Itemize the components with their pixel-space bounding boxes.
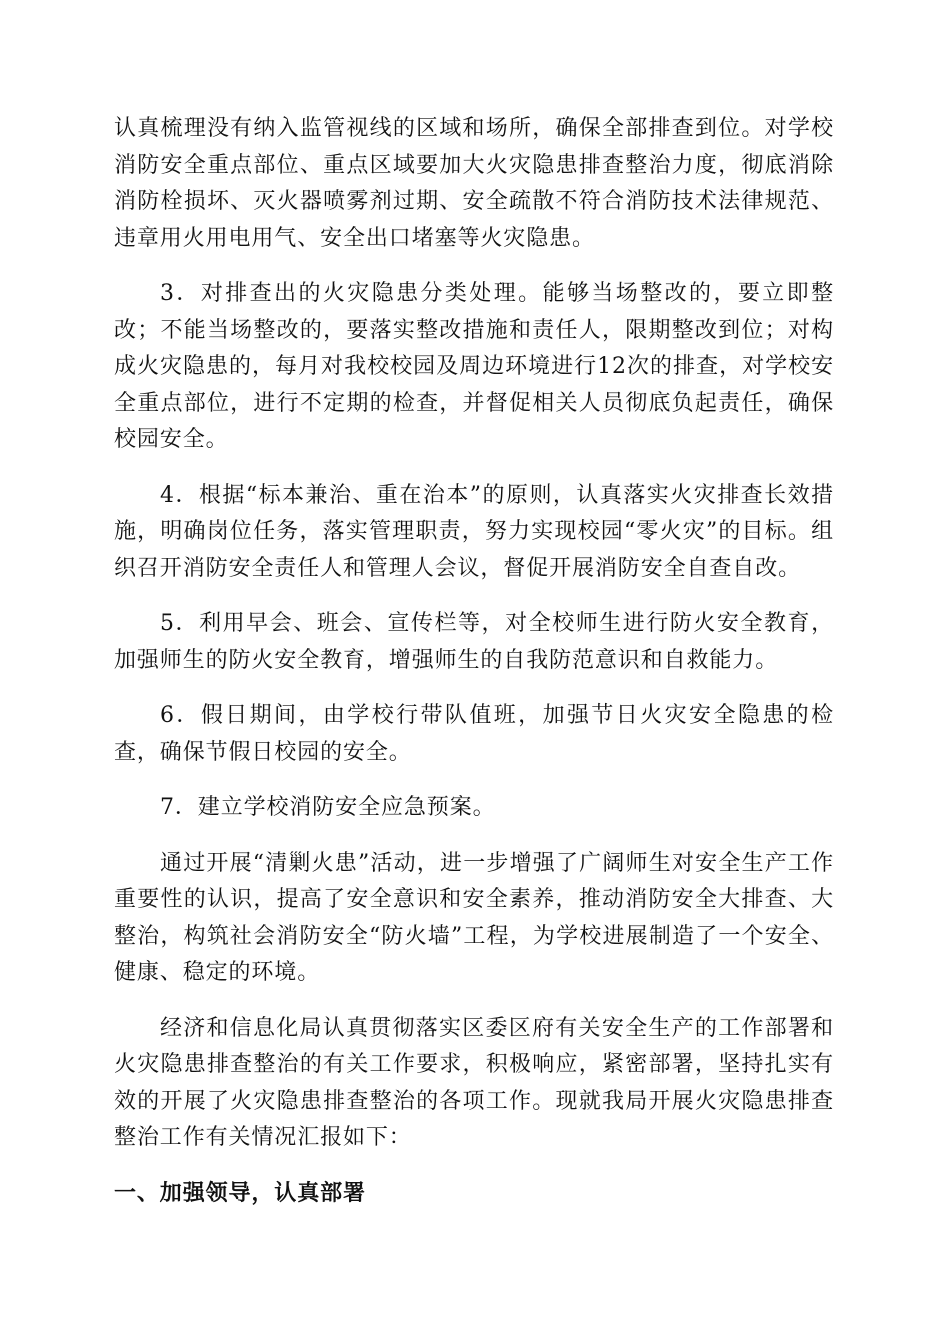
paragraph-item-7: 7．建立学校消防安全应急预案。: [160, 795, 496, 820]
paragraph-report-intro: 经济和信息化局认真贯彻落实区委区府有关安全生产的工作部署和火灾隐患排查整治的有关工作要求，积极响应，紧密部署，坚持扎实有效的开展了火灾隐患排查整治的各项工作。现就我局开展火灾隐患排查整治工作有关情况汇报如下：: [114, 1015, 834, 1150]
paragraph-continuation: 认真梳理没有纳入监管视线的区域和场所，确保全部排查到位。对学校消防安全重点部位、重点区域要加大火灾隐患排查整治力度，彻底消除消防栓损坏、灭火器喷雾剂过期、安全疏散不符合消防技术法律规范、违章用火用电用气、安全出口堵塞等火灾隐患。: [114, 116, 834, 251]
paragraph-item-6: 6．假日期间，由学校行带队值班，加强节日火灾安全隐患的检查，确保节假日校园的安全。: [114, 703, 834, 765]
section-heading: 一、加强领导，认真部署: [114, 1180, 366, 1206]
paragraph-summary: 通过开展“清剿火患”活动，进一步增强了广阔师生对安全生产工作重要性的认识，提高了安全意识和安全素养，推动消防安全大排查、大整治，构筑社会消防安全“防火墙”工程，为学校进展制造了一个安全、健康、稳定的环境。: [114, 850, 834, 985]
paragraph-item-3: 3．对排查出的火灾隐患分类处理。能够当场整改的，要立即整改；不能当场整改的，要落实整改措施和责任人，限期整改到位；对构成火灾隐患的，每月对我校校园及周边环境进行12次的排查，对学校安全重点部位，进行不定期的检查，并督促相关人员彻底负起责任，确保校园安全。: [114, 281, 834, 452]
paragraph-item-4: 4．根据“标本兼治、重在治本”的原则，认真落实火灾排查长效措施，明确岗位任务，落实管理职责，努力实现校园“零火灾”的目标。组织召开消防安全责任人和管理人会议，督促开展消防安全自查自改。: [114, 482, 834, 581]
paragraph-item-5: 5．利用早会、班会、宣传栏等，对全校师生进行防火安全教育，加强师生的防火安全教育，增强师生的自我防范意识和自救能力。: [114, 611, 834, 673]
document-body: [114, 111, 834, 1212]
